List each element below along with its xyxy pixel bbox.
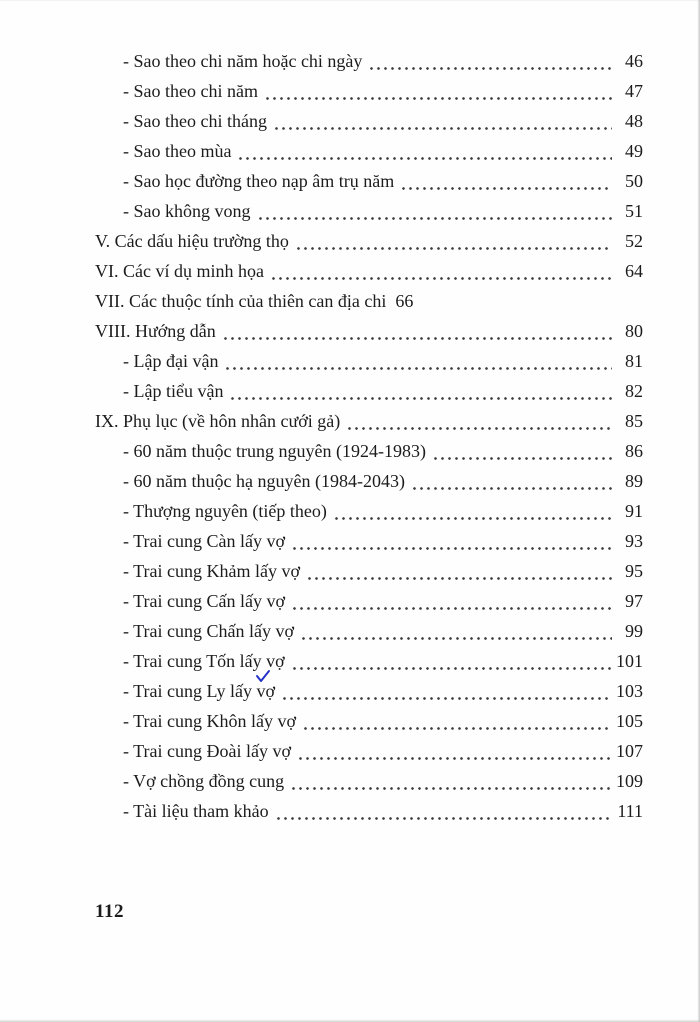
toc-entry-page: 103 [616, 681, 643, 701]
dotted-leader [264, 76, 612, 106]
toc-entry-page: 49 [625, 141, 643, 161]
toc-entry-title: - Lập tiểu vận [123, 381, 224, 401]
toc-entry-page: 93 [625, 531, 643, 551]
dotted-leader [291, 586, 612, 616]
toc-entry [95, 286, 643, 316]
toc-entry-page: 99 [625, 621, 643, 641]
toc-entry [95, 556, 643, 586]
toc-entry-title: - Sao theo mùa [123, 141, 232, 161]
dotted-leader [300, 616, 612, 646]
toc-entry-page: 51 [625, 201, 643, 221]
toc-entry [95, 196, 643, 226]
toc-entry [95, 586, 643, 616]
toc-entry [95, 646, 643, 676]
toc-entry-page: 86 [625, 441, 643, 461]
dotted-leader [281, 676, 612, 706]
toc-entry [95, 76, 643, 106]
dotted-leader [333, 496, 612, 526]
table-of-contents [95, 46, 643, 826]
toc-entry-title: - Trai cung Cấn lấy vợ [123, 591, 286, 611]
toc-entry-title: - 60 năm thuộc hạ nguyên (1984-2043) [123, 471, 405, 491]
toc-entry-title: - Vợ chồng đồng cung [123, 771, 285, 791]
toc-entry-page: 47 [625, 81, 643, 101]
dotted-leader [302, 706, 612, 736]
dotted-leader [291, 646, 612, 676]
toc-entry-page: 82 [625, 381, 643, 401]
toc-entry-title: - Trai cung Ly lấy vợ [123, 676, 275, 706]
toc-entry [95, 436, 643, 466]
toc-entry-page: 64 [625, 261, 643, 281]
toc-entry [95, 46, 643, 76]
dotted-leader [222, 316, 612, 346]
toc-entry-title: - Sao học đường theo nạp âm trụ năm [123, 171, 395, 191]
toc-entry-page: 46 [625, 51, 643, 71]
toc-entry-title: VII. Các thuộc tính của thiên can địa chi [95, 291, 387, 311]
toc-entry [95, 736, 643, 766]
toc-entry [95, 166, 643, 196]
toc-entry [95, 376, 643, 406]
dotted-leader [290, 766, 612, 796]
toc-entry-page: 85 [625, 411, 643, 431]
toc-entry-title: - Sao theo chi tháng [123, 111, 267, 131]
dotted-leader [237, 136, 612, 166]
toc-entry-title: - Trai cung Càn lấy vợ [123, 531, 286, 551]
toc-entry-title: - 60 năm thuộc trung nguyên (1924-1983) [123, 441, 426, 461]
toc-entry [95, 316, 643, 346]
toc-entry [95, 526, 643, 556]
toc-entry [95, 796, 643, 826]
toc-entry [95, 676, 643, 706]
toc-entry-page: 80 [625, 321, 643, 341]
toc-entry-title: - Sao theo chi năm [123, 81, 258, 101]
dotted-leader [295, 226, 612, 256]
dotted-leader [306, 556, 612, 586]
toc-entry [95, 226, 643, 256]
toc-entry-title: - Thượng nguyên (tiếp theo) [123, 501, 327, 521]
toc-entry-page: 105 [616, 711, 643, 731]
toc-entry-page: 111 [617, 801, 643, 821]
page-number-folio: 112 [95, 901, 124, 922]
toc-entry [95, 256, 643, 286]
dotted-leader [346, 406, 612, 436]
toc-entry-title: V. Các dấu hiệu trường thọ [95, 231, 289, 251]
toc-entry-title: - Trai cung Khôn lấy vợ [123, 711, 297, 731]
toc-entry-page: 97 [625, 591, 643, 611]
toc-entry-page: 101 [616, 651, 643, 671]
toc-entry-title: - Trai cung Chấn lấy vợ [123, 621, 295, 641]
toc-entry [95, 106, 643, 136]
toc-entry-page: 89 [625, 471, 643, 491]
toc-entry [95, 346, 643, 376]
toc-entry-page: 52 [625, 231, 643, 251]
toc-entry-title: - Trai cung Tốn lấy vợ [123, 651, 285, 671]
dotted-leader [275, 796, 612, 826]
dotted-leader [411, 466, 612, 496]
toc-entry [95, 136, 643, 166]
toc-entry [95, 616, 643, 646]
dotted-leader [400, 166, 612, 196]
toc-entry-title: - Sao theo chi năm hoặc chi ngày [123, 51, 363, 71]
dotted-leader [229, 376, 612, 406]
toc-entry [95, 466, 643, 496]
toc-entry-page: 50 [625, 171, 643, 191]
toc-entry-title: - Sao không vong [123, 201, 251, 221]
toc-entry [95, 706, 643, 736]
dotted-leader [291, 526, 612, 556]
toc-entry-title: - Tài liệu tham khảo [123, 801, 269, 821]
toc-entry-title: IX. Phụ lục (về hôn nhân cưới gả) [95, 411, 341, 431]
toc-entry-title: - Trai cung Đoài lấy vợ [123, 741, 292, 761]
dotted-leader [368, 46, 612, 76]
toc-entry-title: - Trai cung Khảm lấy vợ [123, 561, 301, 581]
toc-entry-page: 81 [625, 351, 643, 371]
toc-entry [95, 766, 643, 796]
dotted-leader [432, 436, 612, 466]
toc-entry-title: VI. Các ví dụ minh họa [95, 261, 264, 281]
dotted-leader [297, 736, 612, 766]
toc-entry [95, 406, 643, 436]
dotted-leader [273, 106, 612, 136]
toc-entry-page: 66 [395, 291, 414, 311]
toc-entry-page: 95 [625, 561, 643, 581]
toc-entry [95, 496, 643, 526]
dotted-leader [224, 346, 612, 376]
toc-entry-page: 91 [625, 501, 643, 521]
toc-entry-title: - Lập đại vận [123, 351, 219, 371]
toc-entry-page: 109 [616, 771, 643, 791]
toc-entry-page: 48 [625, 111, 643, 131]
toc-entry-title: VIII. Hướng dẫn [95, 321, 216, 341]
dotted-leader [270, 256, 612, 286]
dotted-leader [257, 196, 613, 226]
toc-entry-page: 107 [616, 741, 643, 761]
